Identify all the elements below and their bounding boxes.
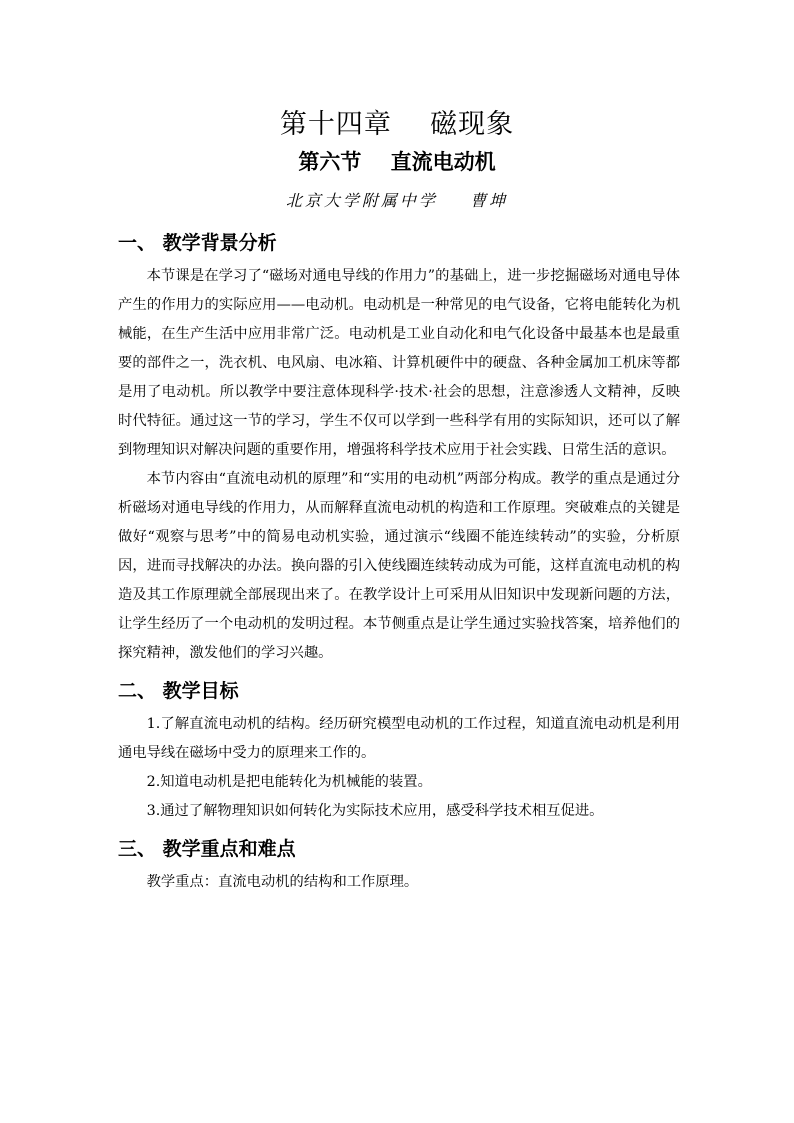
paragraph: 本节课是在学习了“磁场对通电导线的作用力”的基础上，进一步挖掘磁场对通电导体产生的作用力的实际应用——电动机。电动机是一种常见的电气设备，它将电能转化为机械能，在生产生活中应用非常广泛。电动机是工业自动化和电气化设备中最基本也是最重要的部件之一，洗衣机、电风扇、电冰箱、计算机硬件中的硬盘、各种金属加工机床等都是用了电动机。所以教学中要注意体现科学·技术·社会的思想，注意渗透人文精神，反映时代特征。通过这一节的学习，学生不仅可以学到一些科学有用的实际知识，还可以了解到物理知识对解决问题的重要作用，增强将科学技术应用于社会实践、日常生活的意识。 (118, 268, 680, 458)
section-heading: 三、 教学重点和难点 (118, 838, 296, 860)
paragraph: 教学重点：直流电动机的结构和工作原理。 (146, 874, 419, 890)
objective-item: 2.知道电动机是把电能转化为机械能的装置。 (146, 774, 432, 790)
section-title: 第六节 直流电动机 (298, 150, 496, 174)
section-heading: 二、 教学目标 (118, 680, 239, 702)
chapter-title: 第十四章 磁现象 (279, 109, 515, 140)
document-body (118, 228, 680, 897)
section-objectives (118, 676, 680, 826)
section-heading: 一、 教学背景分析 (118, 232, 277, 254)
section-background (118, 228, 680, 668)
objective-item: 3.通过了解物理知识如何转化为实际技术应用，感受科学技术相互促进。 (146, 803, 604, 819)
section-key-points (118, 834, 680, 897)
author-line: 北京大学附属中学 曹坤 (285, 191, 509, 210)
objective-item: 1.了解直流电动机的结构。经历研究模型电动机的工作过程，知道直流电动机是利用通电导线在磁场中受力的原理来工作的。 (118, 716, 680, 761)
paragraph: 本节内容由“直流电动机的原理”和“实用的电动机”两部分构成。教学的重点是通过分析磁场对通电导线的作用力，从而解释直流电动机的构造和工作原理。突破难点的关键是做好“观察与思考”中的简易电动机实验，通过演示“线圈不能连续转动”的实验，分析原因，进而寻找解决的办法。换向器的引入使线圈连续转动成为可能，这样直流电动机的构造及其工作原理就全部展现出来了。在教学设计上可采用从旧知识中发现新问题的方法，让学生经历了一个电动机的发明过程。本节侧重点是让学生通过实验找答案，培养他们的探究精神，激发他们的学习兴趣。 (118, 471, 680, 661)
